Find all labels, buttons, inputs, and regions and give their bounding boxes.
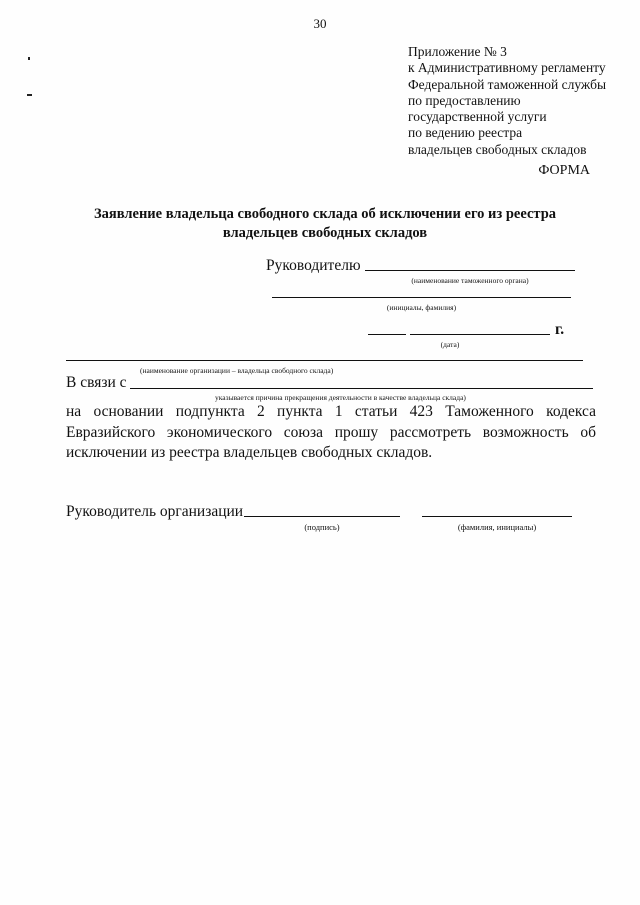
addressee-label: Руководителю	[266, 257, 361, 274]
title-line-1: Заявление владельца свободного склада об исключении его из реестра	[93, 206, 557, 222]
name-initials-field[interactable]	[422, 516, 572, 517]
appendix-line: по предоставлению	[408, 92, 521, 108]
head-initials-caption: (инициалы, фамилия)	[386, 303, 457, 312]
appendix-line: государственной услуги	[408, 109, 547, 125]
reason-field[interactable]	[130, 388, 593, 389]
title-line-2: владельцев свободных складов	[222, 225, 428, 241]
reason-caption: указывается причина прекращения деятельности в качестве владельца склада)	[215, 393, 466, 402]
request-body-text: на основании подпункта 2 пункта 1 статьи 423 Таможенного кодекса Евразийского экономического союза прошу рассмотреть возможность об исключении из реестра владельцев свободных складов.	[66, 403, 596, 461]
customs-authority-caption: (наименование таможенного органа)	[411, 276, 529, 285]
scan-mark-2	[27, 94, 32, 96]
appendix-line: владельцев свободных складов	[408, 141, 587, 157]
page-number: 30	[313, 16, 327, 31]
reason-label: В связи с	[66, 374, 127, 391]
appendix-line: Федеральной таможенной службы	[408, 76, 607, 92]
signature-field[interactable]	[244, 516, 400, 517]
form-label: ФОРМА	[538, 163, 590, 178]
head-initials-field[interactable]	[272, 297, 571, 298]
date-caption: (дата)	[440, 340, 460, 349]
organization-caption: (наименование организации – владельца свободного склада)	[140, 366, 334, 375]
signature-caption: (подпись)	[304, 522, 340, 532]
scan-mark-1	[28, 57, 30, 60]
date-year-suffix: г.	[555, 321, 565, 338]
appendix-line: к Административному регламенту	[408, 60, 606, 76]
document-title	[40, 205, 610, 243]
name-initials-caption: (фамилия, инициалы)	[457, 522, 537, 532]
appendix-header	[408, 44, 606, 158]
date-field[interactable]	[410, 334, 550, 335]
appendix-line: по ведению реестра	[408, 125, 523, 141]
date-day-field[interactable]	[368, 334, 406, 335]
signature-label: Руководитель организации	[66, 503, 244, 520]
customs-authority-field[interactable]	[365, 270, 575, 271]
appendix-line: Приложение № 3	[408, 44, 507, 59]
organization-field[interactable]	[66, 360, 583, 361]
